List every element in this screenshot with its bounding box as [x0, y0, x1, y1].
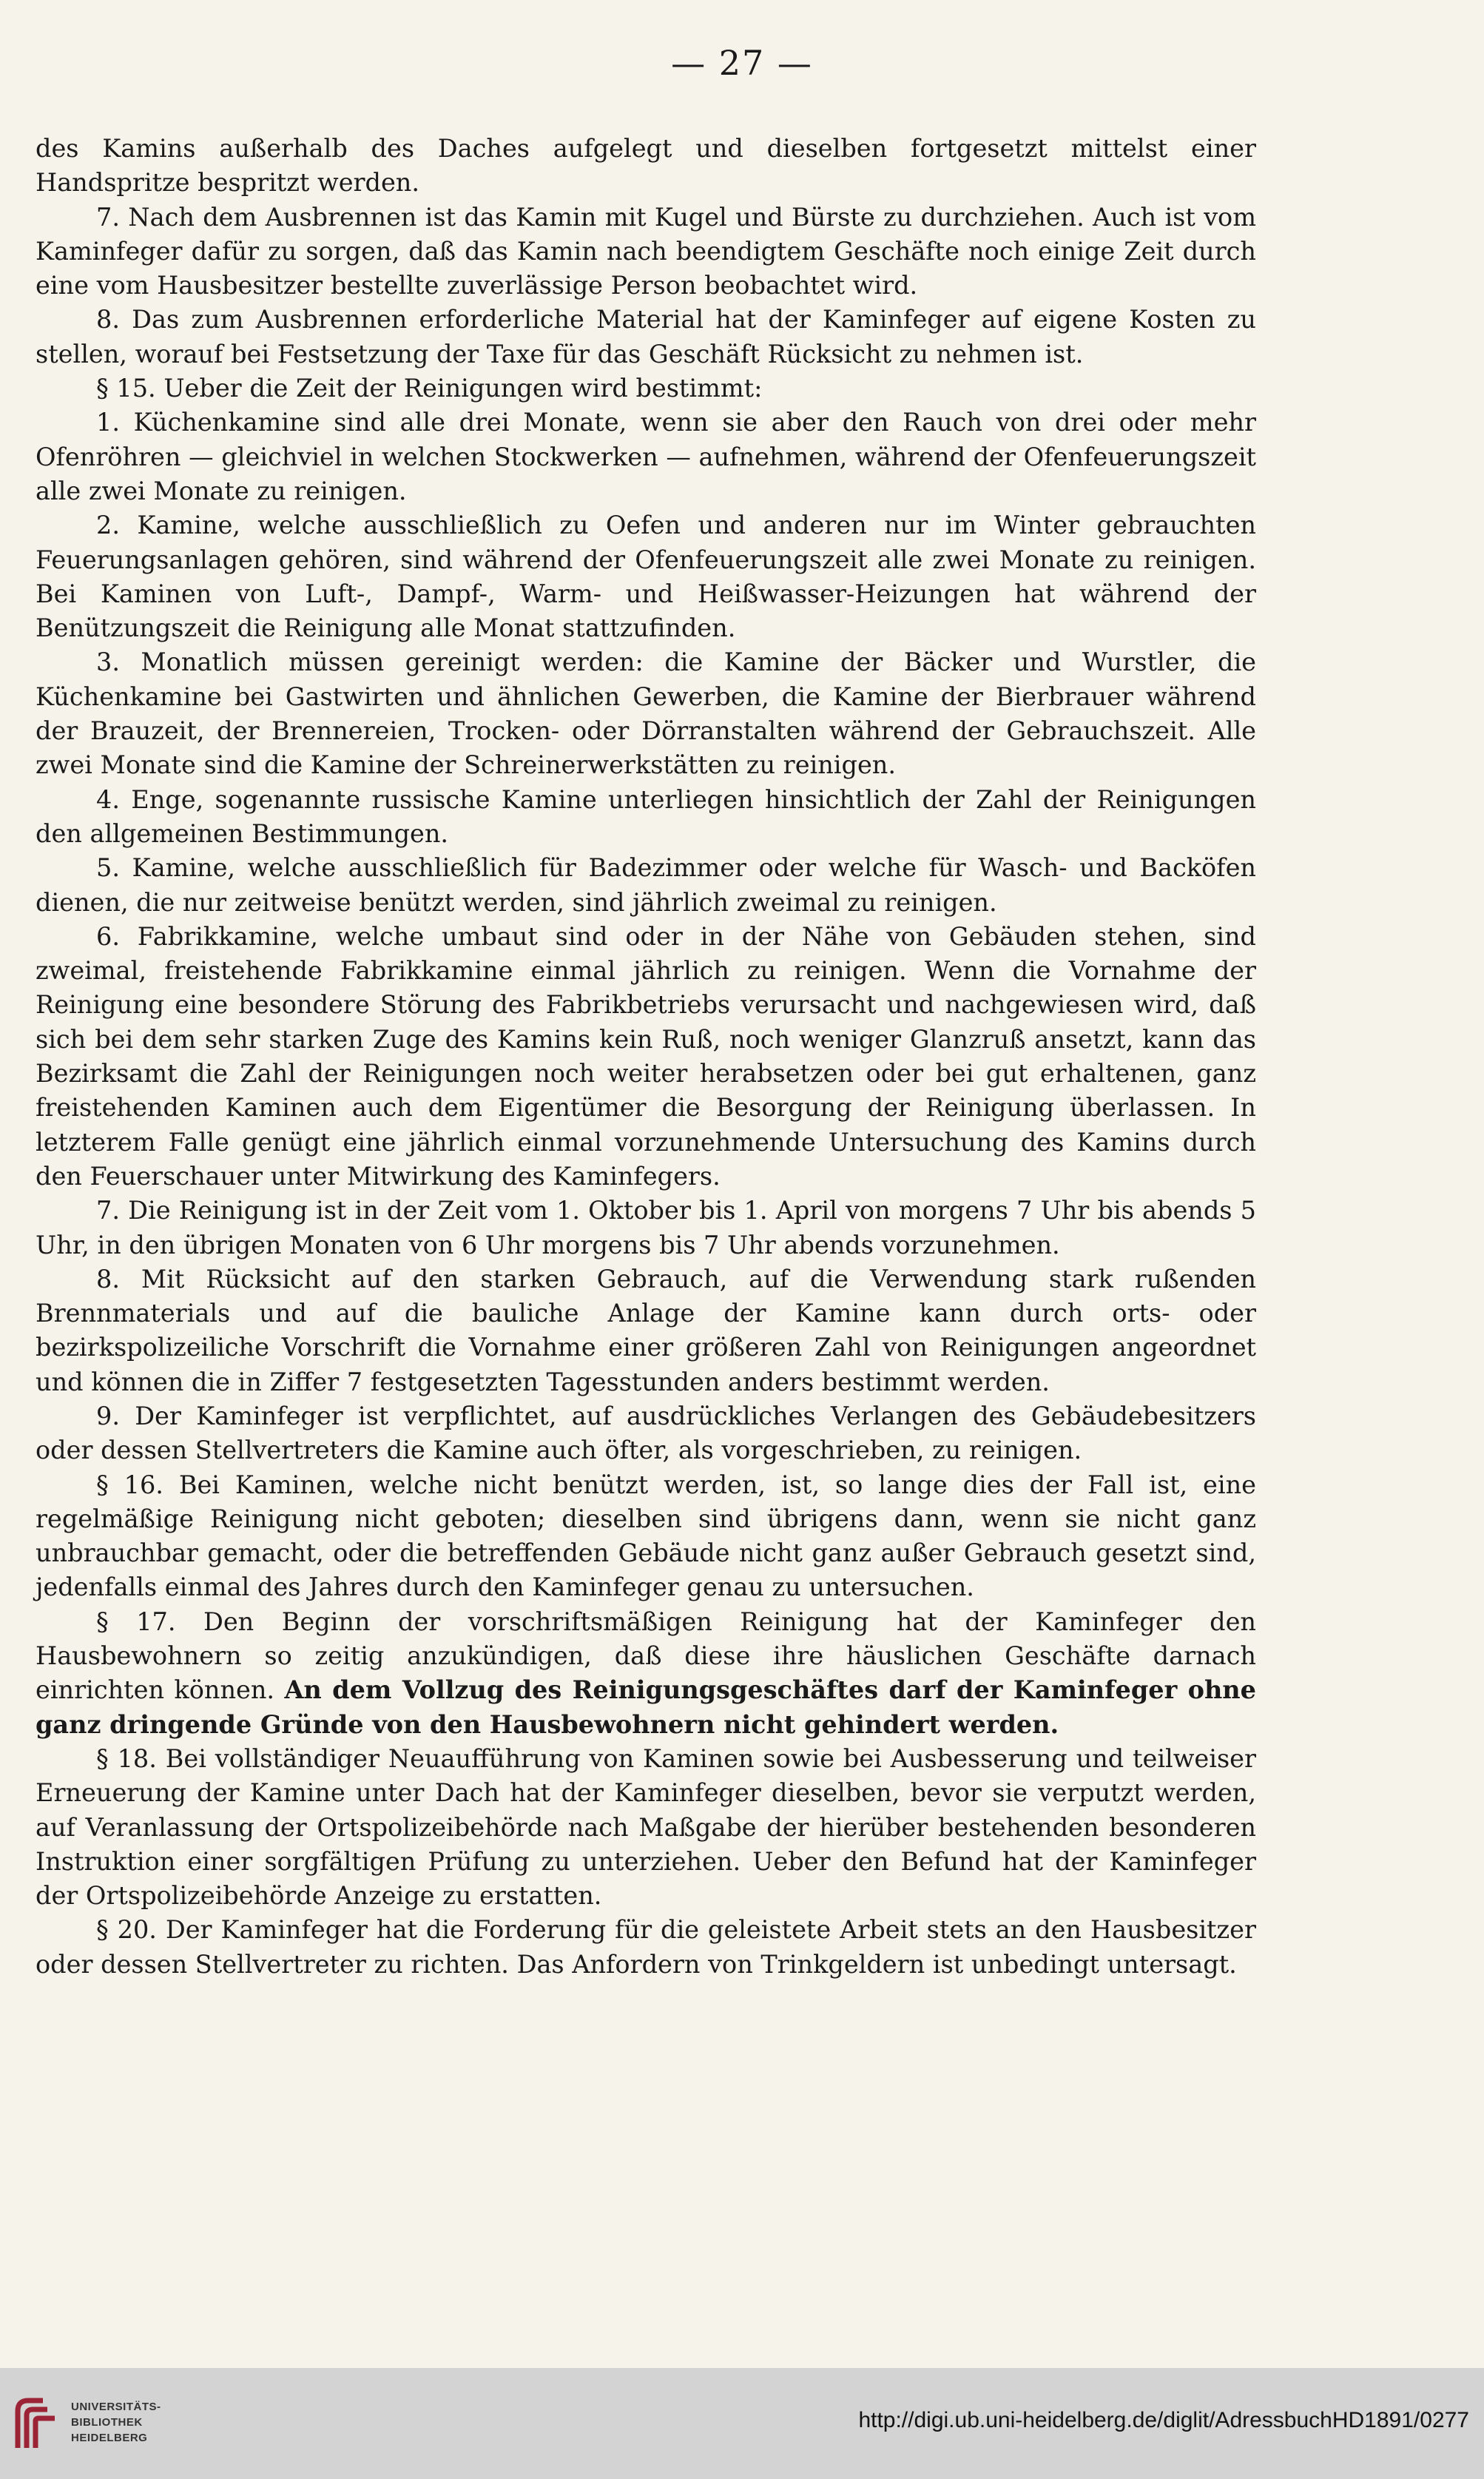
footer-bar — [0, 2368, 1484, 2479]
bold-emphasis: An dem Vollzug des Reinigungsgeschäftes darf der Kaminfeger ohne ganz dringende Gründe von den Hausbewohnern nicht gehindert werden. — [36, 1675, 1256, 1739]
paragraph: 4. Enge, sogenannte russische Kamine unterliegen hinsichtlich der Zahl der Reinigungen den allgemeinen Bestimmungen. — [36, 784, 1256, 848]
paragraph: § 20. Der Kaminfeger hat die Forderung für die geleistete Arbeit stets an den Hausbesitzer oder dessen Stellvertreter zu richten. Das Anfordern von Trinkgeldern ist unbedingt untersagt. — [36, 1915, 1256, 1979]
paragraph: § 18. Bei vollständiger Neuaufführung von Kaminen sowie bei Ausbesserung und teilweiser Erneuerung der Kamine unter Dach hat der Kaminfeger dieselben, bevor sie verputzt werden, auf Veranlassung der Ortspolizeibehörde nach Maßgabe der hierüber bestehenden besonderen Instruktion einer sorgfältigen Prüfung zu unterziehen. Ueber den Befund hat der Kaminfeger der Ortspolizeibehörde Anzeige zu erstatten. — [36, 1743, 1256, 1911]
paragraph: 5. Kamine, welche ausschließlich für Badezimmer oder welche für Wasch- und Backöfen dienen, die nur zeitweise benützt werden, sind jährlich zweimal zu reinigen. — [36, 853, 1256, 917]
paragraph: 8. Das zum Ausbrennen erforderliche Material hat der Kaminfeger auf eigene Kosten zu stellen, worauf bei Festsetzung der Taxe für das Geschäft Rücksicht zu nehmen ist. — [36, 305, 1256, 369]
paragraph: § 17. Den Beginn der vorschriftsmäßigen Reinigung hat der Kaminfeger den Hausbewohnern so zeitig anzukündigen, daß diese ihre häuslichen Geschäfte darnach einrichten können. An dem Vollzug des Reinigungsgeschäftes darf der Kaminfeger ohne ganz dringende Gründe von den Hausbewohnern nicht gehindert werden. — [36, 1607, 1256, 1739]
paragraph: 1. Küchenkamine sind alle drei Monate, wenn sie aber den Rauch von drei oder mehr Ofenröhren — gleichviel in welchen Stockwerken — aufnehmen, während der Ofenfeuerungszeit alle zwei Monate zu reinigen. — [36, 408, 1256, 505]
paragraph: 3. Monatlich müssen gereinigt werden: die Kamine der Bäcker und Wurstler, die Küchenkamine bei Gastwirten und ähnlichen Gewerben, die Kamine der Bierbrauer während der Brauzeit, der Brennereien, Trocken- oder Dörranstalten während der Gebrauchszeit. Alle zwei Monate sind die Kamine der Schreinerwerkstätten zu reinigen. — [36, 648, 1256, 780]
paragraph: des Kamins außerhalb des Daches aufgelegt und dieselben fortgesetzt mittelst einer Handspritze bespritzt werden. — [36, 134, 1256, 198]
paragraph: 7. Die Reinigung ist in der Zeit vom 1. Oktober bis 1. April von morgens 7 Uhr bis abends 5 Uhr, in den übrigen Monaten von 6 Uhr morgens bis 7 Uhr abends vorzunehmen. — [36, 1196, 1256, 1259]
paragraph: 6. Fabrikkamine, welche umbaut sind oder in der Nähe von Gebäuden stehen, sind zweimal, freistehende Fabrikkamine einmal jährlich zu reinigen. Wenn die Vornahme der Reinigung eine besondere Störung des Fabrikbetriebs verursacht und nachgewiesen wird, daß sich bei dem sehr starken Zuge des Kamins kein Ruß, noch weniger Glanzruß ansetzt, kann das Bezirksamt die Zahl der Reinigungen noch weiter herabsetzen oder bei gut erhaltenen, ganz freistehenden Kaminen auch dem Eigentümer die Besorgung der Reinigung überlassen. In letzterem Falle genügt eine jährlich einmal vorzunehmende Untersuchung des Kamins durch den Feuerschauer unter Mitwirkung des Kaminfegers. — [36, 921, 1256, 1191]
body-text — [36, 132, 1256, 1982]
library-logo[interactable] — [13, 2393, 191, 2455]
paragraph: 2. Kamine, welche ausschließlich zu Oefen und anderen nur im Winter gebrauchten Feuerungsanlagen gehören, sind während der Ofenfeuerungszeit alle zwei Monate zu reinigen. Bei Kaminen von Luft-, Dampf-, Warm- und Heißwasser-Heizungen hat während der Benützungszeit die Reinigung alle Monat stattzufinden. — [36, 511, 1256, 643]
paragraph: 9. Der Kaminfeger ist verpflichtet, auf ausdrückliches Verlangen des Gebäudebesitzers oder dessen Stellvertreters die Kamine auch öfter, als vorgeschrieben, zu reinigen. — [36, 1401, 1256, 1465]
paragraph: 8. Mit Rücksicht auf den starken Gebrauch, auf die Verwendung stark rußenden Brennmaterials und auf die bauliche Anlage der Kamine kann durch orts- oder bezirkspolizeiliche Vorschrift die Vornahme einer größeren Zahl von Reinigungen angeordnet und können die in Ziffer 7 festgesetzten Tagesstunden anders bestimmt werden. — [36, 1264, 1256, 1396]
paragraph: § 15. Ueber die Zeit der Reinigungen wird bestimmt: — [96, 374, 763, 403]
page-number: — 27 — — [671, 43, 813, 83]
library-logo-icon — [13, 2396, 62, 2452]
source-url-link[interactable]: http://digi.ub.uni-heidelberg.de/diglit/AdressbuchHD1891/0277 — [858, 2408, 1469, 2432]
paragraph: 7. Nach dem Ausbrennen ist das Kamin mit Kugel und Bürste zu durchziehen. Auch ist vom Kaminfeger dafür zu sorgen, daß das Kamin nach beendigtem Geschäfte noch einige Zeit durch eine vom Hausbesitzer bestellte zuverlässige Person beobachtet wird. — [36, 202, 1256, 300]
library-logo-text: UNIVERSITÄTS- BIBLIOTHEK HEIDELBERG — [71, 2401, 161, 2444]
paragraph: § 16. Bei Kaminen, welche nicht benützt werden, ist, so lange dies der Fall ist, eine regelmäßige Reinigung nicht geboten; dieselben sind übrigens dann, wenn sie nicht ganz unbrauchbar gemacht, oder die betreffenden Gebäude nicht ganz außer Gebrauch gesetzt sind, jedenfalls einmal des Jahres durch den Kaminfeger genau zu untersuchen. — [36, 1470, 1256, 1602]
